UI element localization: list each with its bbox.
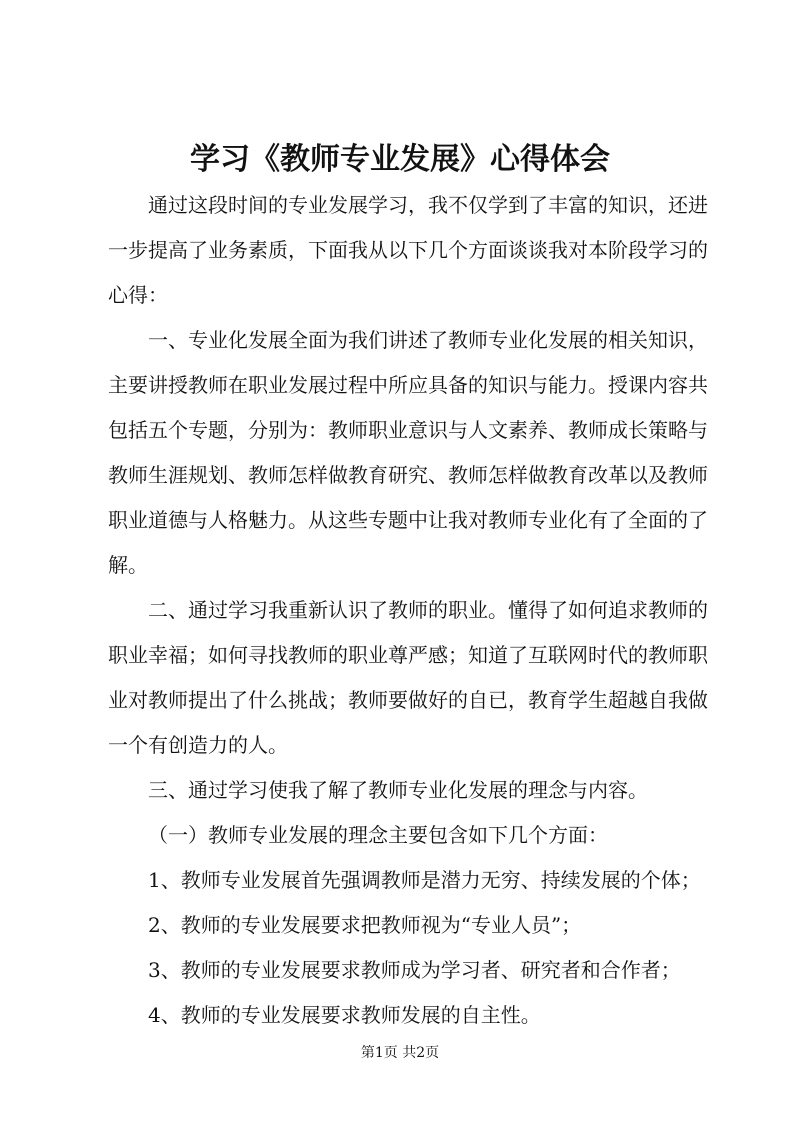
list-item-2: 2、教师的专业发展要求把教师视为“专业人员”； (148, 913, 582, 937)
list-item-4: 4、教师的专业发展要求教师发展的自主性。 (148, 1003, 541, 1027)
paragraph-section-1: 一、专业化发展全面为我们讲述了教师专业化发展的相关知识，主要讲授教师在职业发展过程中所应具备的知识与能力。授课内容共包括五个专题，分别为：教师职业意识与人文素养、教师成长策略与教师生涯规划、教师怎样做教育研究、教师怎样做教育改革以及教师职业道德与人格魅力。从这些专题中让我对教师专业化有了全面的了解。 (108, 328, 708, 577)
paragraph-section-3: 三、通过学习使我了解了教师专业化发展的理念与内容。 (148, 778, 648, 802)
paragraph-subsection-1: （一）教师专业发展的理念主要包含如下几个方面： (148, 823, 608, 847)
paragraph-section-2: 二、通过学习我重新认识了教师的职业。懂得了如何追求教师的职业幸福；如何寻找教师的职业尊严感；知道了互联网时代的教师职业对教师提出了什么挑战；教师要做好的自已，教育学生超越自我做一个有创造力的人。 (108, 598, 708, 757)
document-title: 学习《教师专业发展》心得体会 (190, 142, 610, 177)
list-item-3: 3、教师的专业发展要求教师成为学习者、研究者和合作者； (148, 958, 681, 982)
list-item-1: 1、教师专业发展首先强调教师是潜力无穷、持续发展的个体； (148, 868, 701, 892)
paragraph-intro: 通过这段时间的专业发展学习，我不仅学到了丰富的知识，还进一步提高了业务素质，下面我从以下几个方面谈谈我对本阶段学习的心得： (108, 193, 708, 307)
page-number-footer: 第1页 共2页 (360, 1045, 440, 1061)
document-body (108, 183, 708, 1038)
